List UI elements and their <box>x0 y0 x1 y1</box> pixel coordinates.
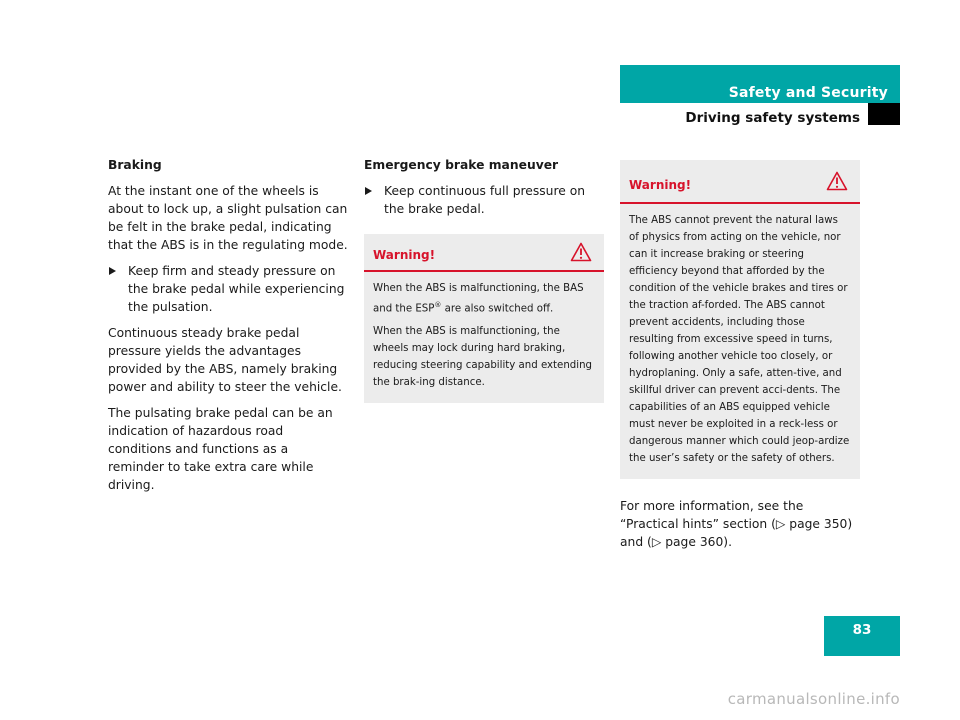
warning-header <box>364 234 604 272</box>
warning-text: When the ABS is malfunctioning, the BAS and the ESP <box>373 283 584 315</box>
braking-heading: Braking <box>108 158 162 172</box>
warning-box-abs-malfunction <box>364 234 604 403</box>
subsection-title: Driving safety systems <box>685 110 860 126</box>
triangle-bullet-icon <box>109 267 116 275</box>
warning-triangle-icon <box>570 242 592 262</box>
more-information: For more information, see the “Practical hints” section (▷ page 350) and (▷ page 360). <box>620 499 853 549</box>
warning-header <box>620 160 860 204</box>
braking-paragraph-1: At the instant one of the wheels is about to lock up, a slight pulsation can be felt in the brake pedal, indicating that the ABS is in the regulating mode. <box>108 184 348 252</box>
header-marker <box>868 103 900 125</box>
emergency-bullet <box>364 182 604 218</box>
warning-title: Warning! <box>629 178 692 192</box>
warning-text: are also switched off. <box>441 303 554 315</box>
warning-paragraph: The ABS cannot prevent the natural laws of physics from acting on the vehicle, nor can it increase braking or steering efficiency beyond that afforded by the condition of the vehicle brakes and tires or the traction af-forded. The ABS cannot prevent accidents, including those resulting from excessive speed in turns, following another vehicle too closely, or hydroplaning. Only a safe, atten-tive, and skillful driver can prevent acci-dents. The capabilities of an ABS equipped vehicle must never be exploited in a reck-less or dangerous manner which could jeop-ardize the user’s safety or the safety of others. <box>629 215 850 464</box>
page-number: 83 <box>852 622 872 638</box>
warning-body <box>620 204 860 479</box>
column-3 <box>620 156 860 559</box>
warning-paragraph-1 <box>373 280 594 317</box>
column-1 <box>108 156 348 502</box>
braking-bullet <box>108 262 348 316</box>
warning-box-abs-limits <box>620 160 860 479</box>
registered-mark: ® <box>434 301 442 309</box>
warning-body <box>364 272 604 403</box>
watermark: carmanualsonline.info <box>727 690 900 708</box>
braking-paragraph-2: Continuous steady brake pedal pressure yields the advantages provided by the ABS, namely braking power and ability to steer the vehicle. <box>108 326 342 394</box>
emergency-heading: Emergency brake maneuver <box>364 158 559 172</box>
braking-paragraph-3: The pulsating brake pedal can be an indication of hazardous road conditions and functions as a reminder to take extra care while driving. <box>108 406 333 492</box>
page-number-box <box>824 616 900 656</box>
section-title: Safety and Security <box>728 85 888 101</box>
triangle-bullet-icon <box>365 187 372 195</box>
warning-title: Warning! <box>373 248 436 262</box>
column-2 <box>364 156 604 403</box>
braking-bullet-text: Keep firm and steady pressure on the brake pedal while experiencing the pulsation. <box>128 264 345 314</box>
warning-paragraph-2: When the ABS is malfunctioning, the wheels may lock during hard braking, reducing steering capability and extending the brak-ing distance. <box>373 326 593 389</box>
emergency-bullet-text: Keep continuous full pressure on the brake pedal. <box>384 184 586 216</box>
warning-triangle-icon <box>826 171 848 191</box>
header-band <box>620 65 900 103</box>
